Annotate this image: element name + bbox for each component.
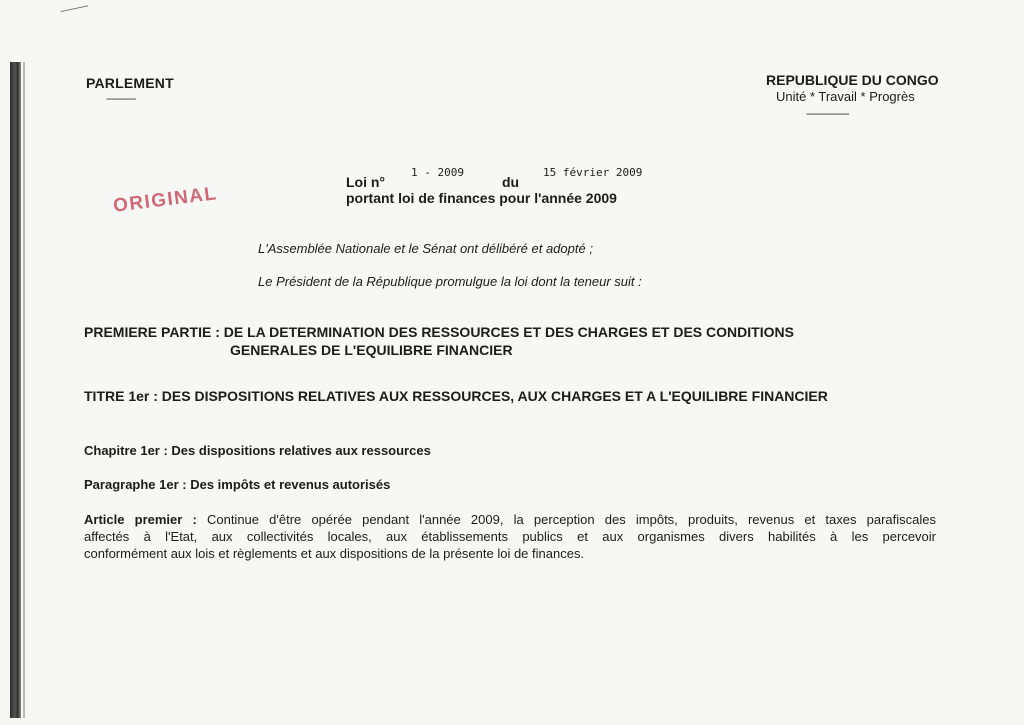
article-line-1	[84, 511, 936, 528]
parlement-title: PARLEMENT	[86, 75, 174, 91]
binding-edge	[23, 62, 25, 718]
corner-fold-mark	[61, 5, 92, 25]
chapitre-heading: Chapitre 1er : Des dispositions relatives aux ressources	[84, 443, 431, 458]
law-date: 15 février 2009	[543, 166, 643, 179]
parlement-separator: -----------	[106, 93, 136, 105]
titre-heading: TITRE 1er : DES DISPOSITIONS RELATIVES AUX RESSOURCES, AUX CHARGES ET A L'EQUILIBRE FINANCIER	[84, 388, 828, 404]
article-text-1: Continue d'être opérée pendant l'année 2009, la perception des impôts, produits, revenus et taxes parafiscales	[196, 512, 936, 527]
paragraphe-heading: Paragraphe 1er : Des impôts et revenus autorisés	[84, 477, 391, 492]
first-part-line-2: GENERALES DE L'EQUILIBRE FINANCIER	[230, 342, 513, 358]
law-number: 1 - 2009	[411, 166, 464, 179]
first-part-heading	[84, 323, 794, 359]
national-motto: Unité * Travail * Progrès	[776, 89, 915, 104]
law-subtitle: portant loi de finances pour l'année 2009	[346, 190, 617, 206]
binding-strip	[10, 62, 21, 718]
article-line-3: conformément aux lois et règlements et aux dispositions de la présente loi de finances.	[84, 546, 585, 561]
republique-title: REPUBLIQUE DU CONGO	[766, 72, 939, 88]
law-label: Loi n°	[346, 174, 386, 190]
article-line-2: affectés à l'Etat, aux collectivités locales, aux établissements publics et aux organismes divers habilités à les percevoir	[84, 529, 936, 544]
law-du: du	[502, 174, 520, 190]
republique-separator: ----------------	[806, 108, 849, 120]
preamble-line: Le Président de la République promulgue la loi dont la teneur suit :	[258, 274, 642, 289]
article-premier	[84, 511, 936, 562]
article-label: Article premier :	[84, 512, 197, 527]
first-part-line-1: PREMIERE PARTIE : DE LA DETERMINATION DES RESSOURCES ET DES CHARGES ET DES CONDITIONS	[84, 324, 794, 340]
original-stamp: ORIGINAL	[112, 183, 219, 217]
preamble-line: L'Assemblée Nationale et le Sénat ont délibéré et adopté ;	[258, 241, 593, 256]
